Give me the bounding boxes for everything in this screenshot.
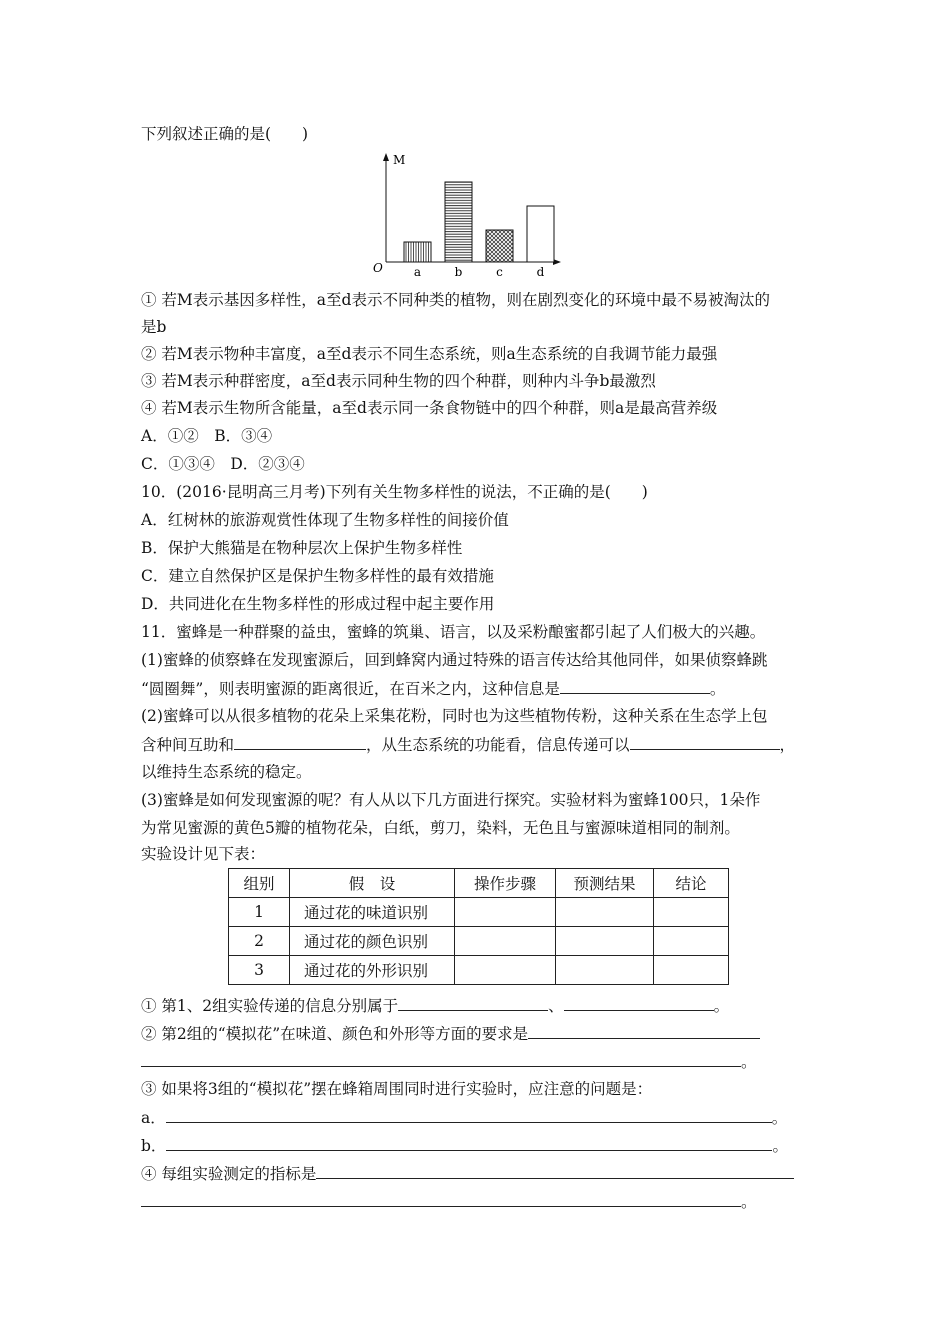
cell-conclusion[interactable]	[654, 898, 729, 927]
cell-hypothesis: 通过花的颜色识别	[290, 927, 455, 956]
th-steps: 操作步骤	[455, 869, 556, 898]
table-header-row	[229, 869, 729, 898]
answer-blank-group1-info[interactable]	[398, 995, 548, 1011]
q11-sub1-text: ① 第1、2组实验传递的信息分别属于	[141, 997, 399, 1015]
q11-part2-line2	[141, 734, 795, 755]
answer-blank-group2-info[interactable]	[564, 995, 714, 1011]
y-axis-label: M	[393, 153, 406, 167]
answer-blank-note-a[interactable]	[166, 1107, 772, 1123]
cell-steps[interactable]	[455, 956, 556, 985]
comma: ，	[779, 736, 796, 754]
cell-group: 3	[229, 956, 290, 985]
cell-hypothesis: 通过花的外形识别	[290, 956, 455, 985]
period: 。	[741, 1053, 757, 1071]
bar-chart	[370, 150, 570, 282]
q10-option-c: C．建立自然保护区是保护生物多样性的最有效措施	[141, 567, 494, 585]
table-row	[229, 927, 729, 956]
answer-blank-model-flower[interactable]	[528, 1023, 760, 1039]
q11-part2-text-b: ，从生态系统的功能看，信息传递可以	[366, 736, 630, 754]
cell-conclusion[interactable]	[654, 956, 729, 985]
period: 。	[741, 1193, 757, 1211]
cell-hypothesis: 通过花的味道识别	[290, 898, 455, 927]
q11-part2-line1: (2)蜜蜂可以从很多植物的花朵上采集花粉，同时也为这些植物传粉，这种关系在生态学上包	[141, 707, 768, 725]
q11-part2-line3: 以维持生态系统的稳定。	[141, 763, 312, 781]
q11-sub1	[141, 995, 729, 1016]
table-row	[229, 956, 729, 985]
answer-blank-relation[interactable]	[234, 734, 366, 750]
q11-sub3: ③ 如果将3组的“模拟花”摆在蜂箱周围同时进行实验时，应注意的问题是：	[141, 1080, 653, 1098]
answer-blank-info-type[interactable]	[560, 678, 710, 694]
q10-stem: 10．(2016·昆明高三月考)下列有关生物多样性的说法，不正确的是( )	[141, 483, 648, 501]
cell-steps[interactable]	[455, 927, 556, 956]
q9-statement-4: ④ 若M表示生物所含能量，a至d表示同一条食物链中的四个种群，则a是最高营养级	[141, 399, 718, 417]
q9-statement-3: ③ 若M表示种群密度，a至d表示同种生物的四个种群，则种内斗争b最激烈	[141, 372, 656, 390]
cell-group: 2	[229, 927, 290, 956]
th-group: 组别	[229, 869, 290, 898]
q11-sub2-text: ② 第2组的“模拟花”在味道、颜色和外形等方面的要求是	[141, 1025, 529, 1043]
separator: 、	[548, 997, 564, 1015]
q9-statement-2: ② 若M表示物种丰富度，a至d表示不同生态系统，则a生态系统的自我调节能力最强	[141, 345, 718, 363]
q11-part1-text: “圆圈舞”，则表明蜜源的距离很近，在百米之内，这种信息是	[141, 680, 560, 698]
q11-sub3-b	[141, 1135, 788, 1156]
tick-label-c: c	[496, 265, 503, 279]
q10-option-d: D．共同进化在生物多样性的形成过程中起主要作用	[141, 595, 495, 613]
answer-blank-note-b[interactable]	[166, 1135, 772, 1151]
answer-blank-model-flower-cont[interactable]	[141, 1051, 741, 1067]
q11-part3-line2: 为常见蜜源的黄色5瓣的植物花朵，白纸，剪刀，染料，无色且与蜜源味道相同的制剂。	[141, 819, 740, 837]
q11-sub3-a	[141, 1107, 787, 1128]
q9-options-ab: A．①② B．③④	[141, 427, 273, 445]
bar-d	[527, 206, 554, 262]
cell-prediction[interactable]	[556, 898, 654, 927]
q11-sub4-cont	[141, 1191, 757, 1212]
y-axis-arrow	[383, 153, 389, 161]
q11-sub2	[141, 1023, 760, 1044]
tick-label-d: d	[536, 265, 545, 279]
answer-blank-indicator-cont[interactable]	[141, 1191, 741, 1207]
q9-statement-1-cont: 是b	[141, 318, 167, 336]
cell-prediction[interactable]	[556, 927, 654, 956]
tick-label-a: a	[413, 265, 422, 279]
q9-statement-1: ① 若M表示基因多样性，a至d表示不同种类的植物，则在剧烈变化的环境中最不易被淘汰的	[141, 291, 770, 309]
th-prediction: 预测结果	[556, 869, 654, 898]
tick-label-b: b	[454, 265, 463, 279]
bar-b	[445, 182, 472, 262]
cell-prediction[interactable]	[556, 956, 654, 985]
cell-group: 1	[229, 898, 290, 927]
cell-steps[interactable]	[455, 898, 556, 927]
q11-sub3-a-label: a．	[141, 1109, 166, 1127]
period: 。	[709, 680, 726, 698]
q9-options-cd: C．①③④ D．②③④	[141, 455, 305, 473]
q11-intro: 11．蜜蜂是一种群聚的益虫，蜜蜂的筑巢、语言，以及采粉酿蜜都引起了人们极大的兴趣。	[141, 623, 766, 641]
bar-group	[404, 182, 554, 279]
period: 。	[772, 1137, 788, 1155]
period: 。	[771, 1109, 788, 1127]
th-conclusion: 结论	[654, 869, 729, 898]
bar-a	[404, 242, 431, 262]
bar-c	[486, 230, 513, 262]
q10-option-b: B．保护大熊猫是在物种层次上保护生物多样性	[141, 539, 463, 557]
q11-part3-line3: 实验设计见下表：	[141, 845, 266, 863]
th-hypothesis: 假 设	[290, 869, 455, 898]
q11-sub2-cont	[141, 1051, 757, 1072]
q9-stem: 下列叙述正确的是( )	[141, 125, 309, 143]
answer-blank-indicator[interactable]	[316, 1163, 794, 1179]
q11-sub4-text: ④ 每组实验测定的指标是	[141, 1165, 317, 1183]
q11-part1-line2	[141, 678, 725, 699]
answer-blank-function[interactable]	[630, 734, 780, 750]
q11-part1-line1: (1)蜜蜂的侦察蜂在发现蜜源后，回到蜂窝内通过特殊的语言传达给其他同伴，如果侦察蜂跳	[141, 651, 768, 669]
table-row	[229, 898, 729, 927]
q11-sub3-b-label: b．	[141, 1137, 167, 1155]
period: 。	[713, 997, 730, 1015]
experiment-table	[228, 868, 729, 985]
cell-conclusion[interactable]	[654, 927, 729, 956]
q11-part2-text-a: 含种间互助和	[141, 736, 235, 754]
origin-label: O	[373, 261, 383, 275]
q11-part3-line1: (3)蜜蜂是如何发现蜜源的呢？有人从以下几方面进行探究。实验材料为蜜蜂100只，1朵作	[141, 791, 761, 809]
q10-option-a: A．红树林的旅游观赏性体现了生物多样性的间接价值	[141, 511, 509, 529]
q11-sub4	[141, 1163, 794, 1184]
